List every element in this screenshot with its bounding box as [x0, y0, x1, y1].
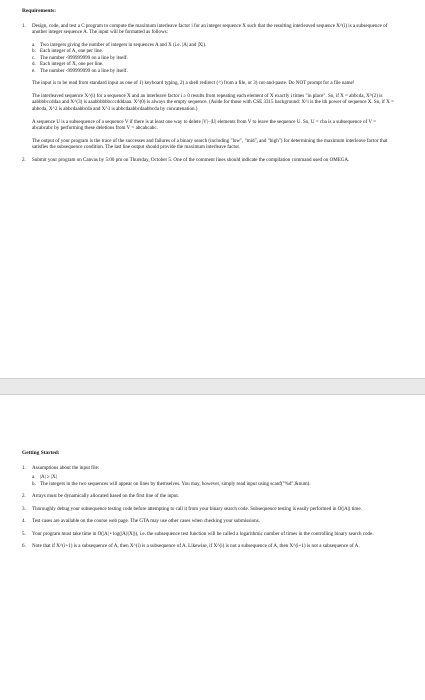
input-source-paragraph: The input is to be read from standard input as one of 1) keyboard typing, 2) a shell redirect (<) from a file, or 3) cut-and-paste. Do NOT prompt for a file name! — [32, 80, 355, 87]
assumption-text: |A| ≥ |X| — [40, 474, 57, 481]
format-label: a. — [32, 41, 36, 48]
item-text: Your program must take time in O(|A| • log(|A|/|X|)), i.e. the subsequence test function will be called a logarithmic number of times in the controlling binary search code. — [32, 530, 374, 537]
assumption-b — [32, 480, 395, 488]
requirements-heading: Requirements: — [22, 8, 57, 14]
interleaved-sequence-paragraph: The interleaved sequence X^(i) for a sequence X and an interleave factor i ≥ 0 results from repeating each element of X exactly i times "in place". So, if X = abbcda, X^(2) is aabbbbccddaa and X^(3) is aaabbbbbbcccdddaaa. X^(0) is always the empty sequence. (Aside for those with CSE 3315 background: X^i is the ith power of sequence X. So, if X = abbcda, X^2 is abbcdaabbcda and X^3 is abbcdaabbcdaabbcda by concatenation.) — [32, 92, 394, 113]
assumption-label: b. — [32, 480, 36, 487]
page-2 — [0, 395, 425, 700]
getting-started-section — [22, 450, 395, 556]
format-text: Each integer of A, one per line. — [40, 48, 104, 55]
format-label: d. — [32, 61, 36, 68]
item-number: 4. — [22, 518, 26, 525]
item-number: 1. — [22, 22, 26, 29]
format-label: c. — [32, 54, 36, 61]
subsequence-definition-paragraph: A sequence U is a subsequence of a sequence V if there is at least one way to delete |V|−|U| elements from V to leave the sequence U. So, U = cba is a subsequence of V = abcabcabc by performing these deletions from V = abcabcabc. — [32, 118, 377, 132]
output-paragraph: The output of your program is the trace of the successes and failures of a binary search (including "low", "mid", and "high") for determining the maximum interleave factor that satisfies the subsequence condition. The last line output should provide the maximum interleave factor. — [32, 137, 388, 151]
item-text: Test cases are available on the course web page. The GTA may use other cases when checking your submissions. — [32, 518, 260, 525]
format-label: b. — [32, 48, 36, 55]
getting-started-item-2 — [22, 493, 395, 500]
getting-started-heading: Getting Started: — [22, 450, 60, 456]
requirements-list — [22, 23, 395, 164]
format-label: e. — [32, 67, 36, 74]
assumptions-intro: Assumptions about the input file: — [32, 464, 100, 471]
getting-started-item-4 — [22, 518, 395, 525]
item-number: 5. — [22, 530, 26, 537]
getting-started-item-1 — [22, 464, 395, 488]
page-separator — [0, 378, 425, 395]
format-text: Each integer of X, one per line. — [40, 61, 104, 68]
getting-started-list — [22, 465, 395, 550]
input-format-list — [32, 42, 395, 75]
item-number: 2. — [22, 156, 26, 163]
item-text: Arrays must be dynamically allocated based on the first line of the input. — [32, 493, 180, 500]
item-text: Thoroughly debug your subsequence testing code before attempting to call it from your binary search code. Subsequence testing is easily performed in O(|A|) time. — [32, 505, 362, 512]
format-text: Two integers giving the number of integers in sequences A and X (i.e. |A| and |X|). — [40, 41, 207, 48]
item-number: 6. — [22, 543, 26, 550]
item-number: 1. — [22, 464, 26, 471]
getting-started-item-6 — [22, 543, 395, 550]
assumption-label: a. — [32, 474, 36, 481]
format-text: The number -999999999 on a line by itself. — [40, 67, 128, 74]
format-item-e — [32, 67, 395, 75]
item-number: 2. — [22, 493, 26, 500]
format-text: The number -999999999 on a line by itself. — [40, 54, 128, 61]
requirement-2-text: Submit your program on Canvas by 5:00 pm on Thursday, October 5. One of the comment lines should indicate the compilation command used on OMEGA. — [32, 156, 350, 163]
requirement-item-1 — [22, 22, 395, 151]
getting-started-item-3 — [22, 505, 395, 513]
requirement-item-2 — [22, 156, 395, 164]
assumptions-list — [32, 474, 395, 487]
item-text: Note that if X^(i+1) is a subsequence of A, then X^(i) is a subsequence of A. Likewise, if X^(i) is not a subsequence of A, then X^(i+1) is not a subsequence of A. — [32, 543, 360, 550]
getting-started-item-5 — [22, 530, 395, 538]
requirement-1-intro: Design, code, and test a C program to compute the maximum interleave factor i for an integer sequence X such that the resulting interleaved sequence X^(i) is a subsequence of another integer sequence A. The input will be formatted as follows: — [32, 22, 388, 36]
item-number: 3. — [22, 505, 26, 512]
assumption-text: The integers in the two sequences will appear on lines by themselves. You may, however, simply read input using scanf("%d",&num). — [40, 480, 311, 487]
requirements-section — [22, 8, 395, 169]
